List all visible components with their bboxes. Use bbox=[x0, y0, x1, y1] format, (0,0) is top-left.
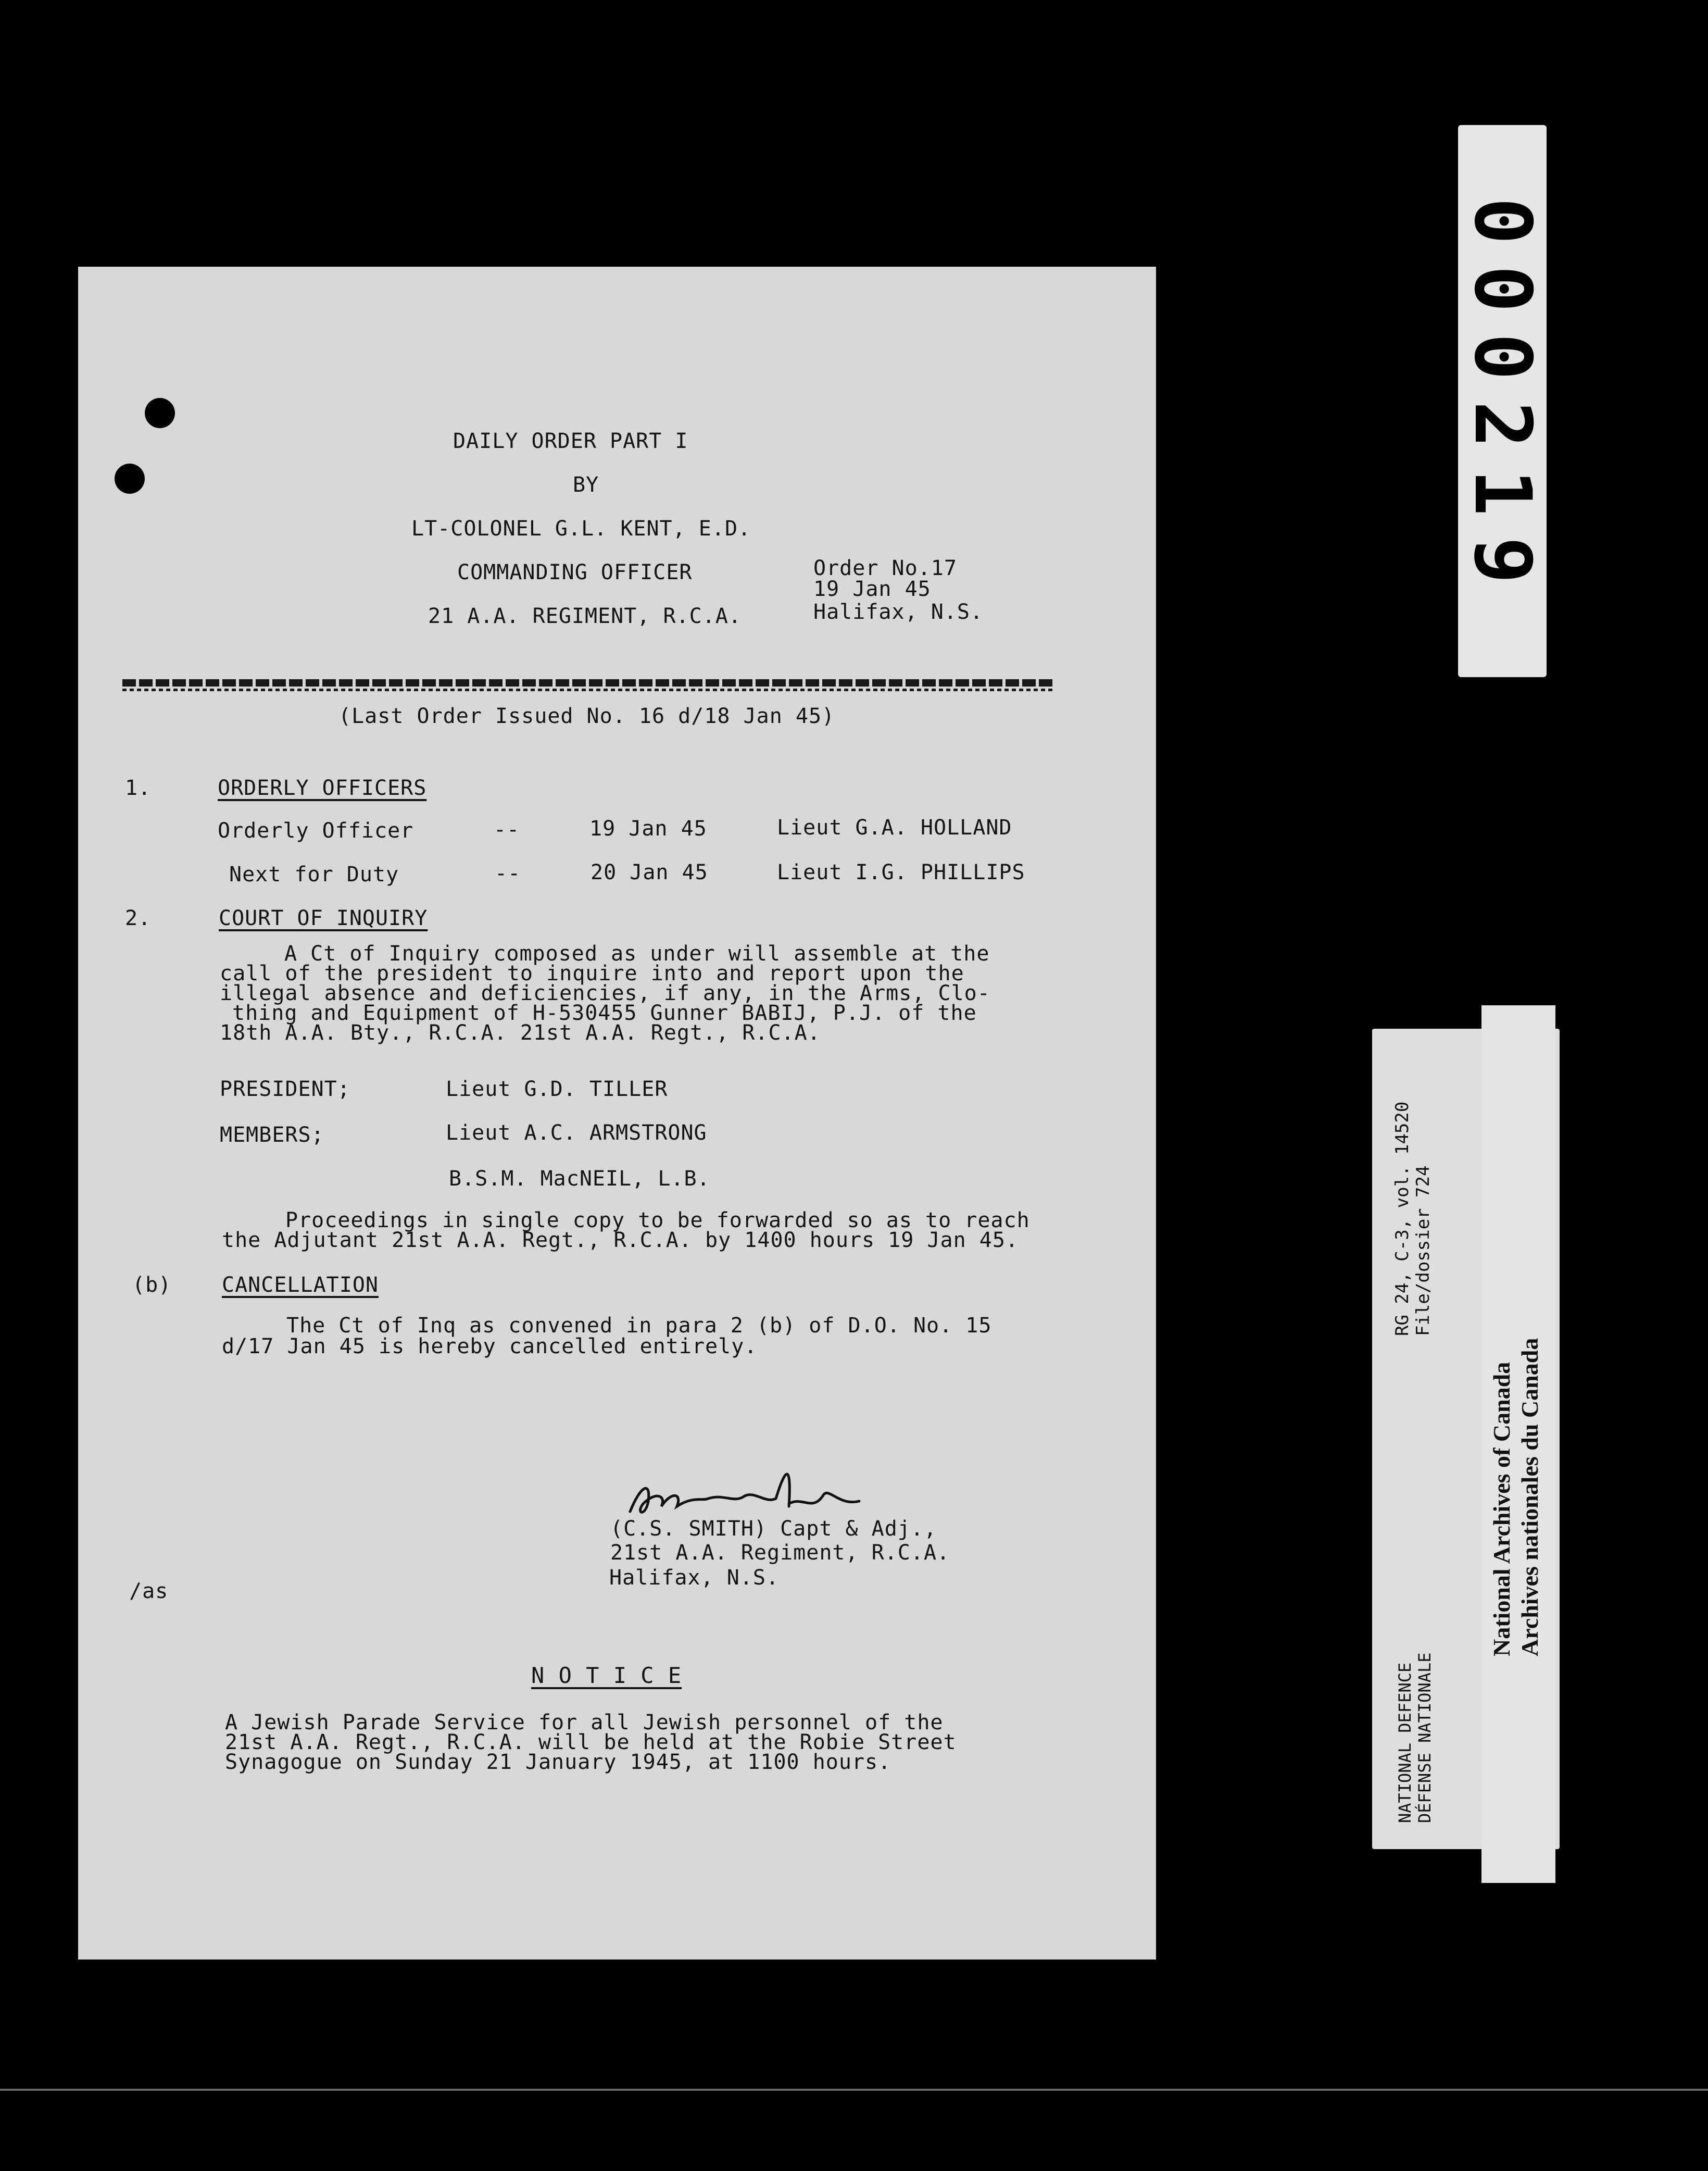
separator-rule-thin bbox=[122, 689, 1054, 691]
order-date: 19 Jan 45 bbox=[813, 577, 931, 601]
notice-text: A Jewish Parade Service for all Jewish personnel of the bbox=[225, 1711, 944, 1735]
inquiry-text: 18th A.A. Bty., R.C.A. 21st A.A. Regt., R.C.A. bbox=[220, 1021, 821, 1045]
duty-date: 19 Jan 45 bbox=[589, 817, 707, 841]
signature-line: (C.S. SMITH) Capt & Adj., bbox=[610, 1517, 937, 1541]
notice-text: Synagogue on Sunday 21 January 1945, at 1100 hours. bbox=[225, 1750, 891, 1774]
cancellation-text: d/17 Jan 45 is hereby cancelled entirely. bbox=[222, 1334, 758, 1358]
order-by: BY bbox=[573, 473, 599, 497]
duty-officer: Lieut G.A. HOLLAND bbox=[777, 816, 1012, 840]
duty-role: Next for Duty bbox=[229, 863, 399, 887]
proceedings-text: Proceedings in single copy to be forwarded so as to reach bbox=[285, 1208, 1030, 1232]
section1-heading: ORDERLY OFFICERS bbox=[218, 776, 427, 800]
president-label: PRESIDENT; bbox=[220, 1077, 350, 1101]
separator-rule bbox=[122, 679, 1054, 687]
frame-number-stamp bbox=[1458, 125, 1547, 677]
frame-number: 000219 bbox=[1457, 197, 1548, 605]
department-en: NATIONAL DEFENCE bbox=[1395, 1662, 1415, 1823]
archive-ref-2: File/dossier 724 bbox=[1413, 1165, 1434, 1336]
handwritten-signature bbox=[620, 1454, 890, 1527]
section1-number: 1. bbox=[125, 776, 152, 800]
punch-hole-bottom bbox=[115, 464, 145, 494]
cancellation-text: The Ct of Inq as convened in para 2 (b) of D.O. No. 15 bbox=[286, 1314, 992, 1338]
duty-officer: Lieut I.G. PHILLIPS bbox=[777, 860, 1025, 884]
scan-edge-line bbox=[0, 2089, 1708, 2091]
unit-name: 21 A.A. REGIMENT, R.C.A. bbox=[428, 604, 742, 628]
duty-dash: -- bbox=[495, 862, 521, 885]
section-b-heading: CANCELLATION bbox=[222, 1273, 379, 1297]
last-order: (Last Order Issued No. 16 d/18 Jan 45) bbox=[338, 704, 835, 728]
archives-name-en: National Archives of Canada bbox=[1488, 1362, 1515, 1656]
section-b-number: (b) bbox=[132, 1273, 172, 1297]
officer-name: LT-COLONEL G.L. KENT, E.D. bbox=[411, 517, 751, 541]
section2-number: 2. bbox=[125, 906, 152, 930]
order-title: DAILY ORDER PART I bbox=[453, 429, 688, 453]
inquiry-text: thing and Equipment of H-530455 Gunner BABIJ, P.J. of the bbox=[232, 1001, 977, 1025]
archive-ref-1: RG 24, C-3, vol. 14520 bbox=[1392, 1101, 1413, 1336]
signature-line: Halifax, N.S. bbox=[609, 1566, 780, 1590]
member-name: B.S.M. MacNEIL, L.B. bbox=[449, 1167, 710, 1191]
section2-heading: COURT OF INQUIRY bbox=[219, 906, 428, 930]
inquiry-text: call of the president to inquire into and report upon the bbox=[220, 962, 964, 985]
duty-role: Orderly Officer bbox=[218, 819, 414, 843]
order-number: Order No.17 bbox=[813, 556, 957, 580]
duty-date: 20 Jan 45 bbox=[591, 860, 708, 884]
president-name: Lieut G.D. TILLER bbox=[446, 1077, 668, 1101]
inquiry-text: illegal absence and deficiencies, if any, in the Arms, Clo- bbox=[220, 981, 990, 1005]
typist-initials: /as bbox=[129, 1579, 169, 1603]
department-fr: DÉFENSE NATIONALE bbox=[1415, 1652, 1435, 1823]
proceedings-text: the Adjutant 21st A.A. Regt., R.C.A. by 1400 hours 19 Jan 45. bbox=[222, 1228, 1019, 1252]
archive-name-strip bbox=[1481, 1005, 1555, 1883]
members-label: MEMBERS; bbox=[220, 1123, 324, 1147]
officer-role: COMMANDING OFFICER bbox=[457, 560, 693, 584]
punch-hole-top bbox=[145, 398, 175, 428]
notice-heading: N O T I C E bbox=[531, 1663, 682, 1688]
duty-dash: -- bbox=[494, 818, 520, 842]
inquiry-text: A Ct of Inquiry composed as under will assemble at the bbox=[284, 942, 990, 966]
member-name: Lieut A.C. ARMSTRONG bbox=[446, 1121, 707, 1145]
frame-number-digits bbox=[1458, 125, 1547, 677]
archives-name-fr: Archives nationales du Canada bbox=[1516, 1338, 1543, 1656]
signature-line: 21st A.A. Regiment, R.C.A. bbox=[610, 1541, 950, 1565]
document-page bbox=[78, 267, 1156, 1960]
order-place: Halifax, N.S. bbox=[813, 600, 984, 624]
notice-text: 21st A.A. Regt., R.C.A. will be held at the Robie Street bbox=[225, 1730, 957, 1754]
